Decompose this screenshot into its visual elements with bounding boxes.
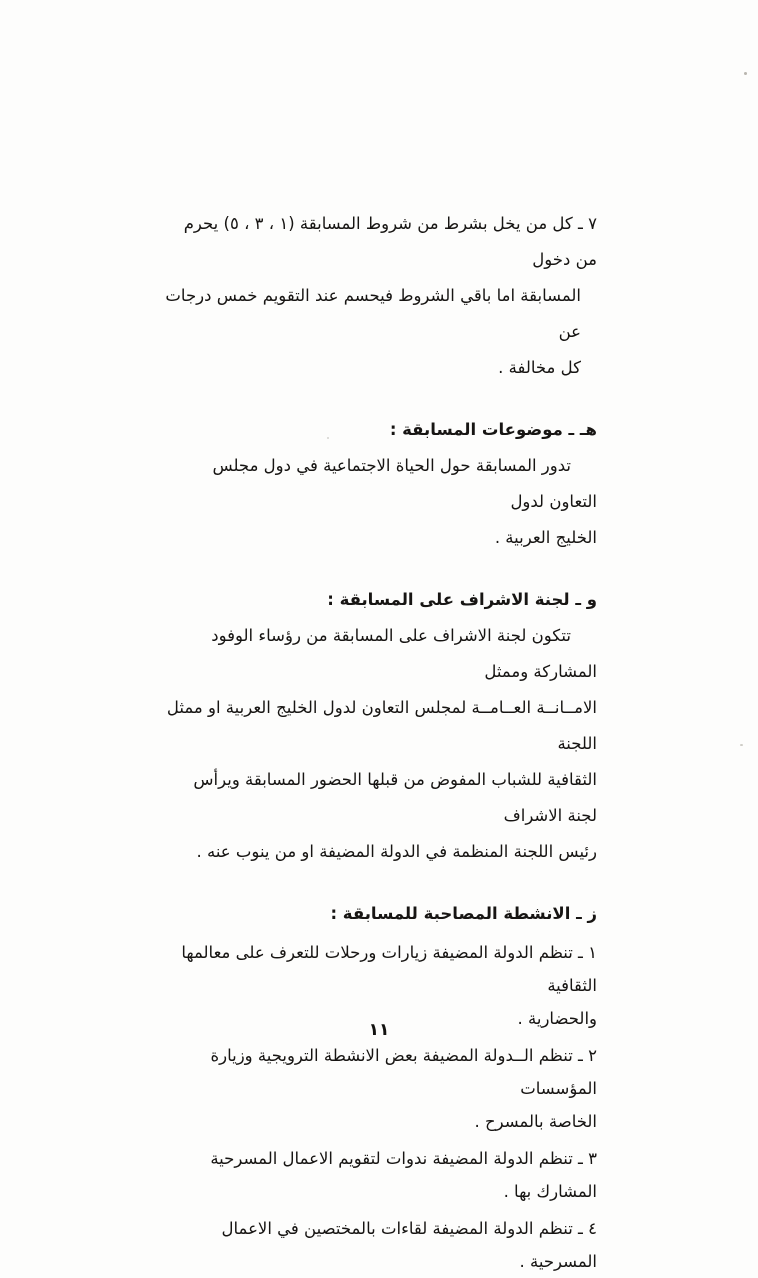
- activity-item-4: [161, 1212, 597, 1278]
- section-supervision-line: الثقافية للشباب المفوض من قبلها الحضور المسابقة ويرأس لجنة الاشراف: [193, 770, 597, 825]
- activity-item-3: [161, 1142, 597, 1208]
- section-topics-line: الخليج العربية .: [494, 528, 597, 547]
- activity-item-line: ٤ ـ تنظم الدولة المضيفة لقاءات بالمختصين في الاعمال المسرحية .: [221, 1219, 597, 1271]
- clause-7-line: ٧ ـ كل من يخل بشرط من شروط المسابقة (١ ، ٣ ، ٥) يحرم من دخول: [183, 214, 597, 269]
- activity-item-line: الخاصة بالمسرح .: [474, 1112, 597, 1131]
- section-topics-heading: هـ ـ موضوعات المسابقة :: [389, 420, 597, 439]
- scan-speck: [327, 437, 329, 439]
- activity-item-line: ٣ ـ تنظم الدولة المضيفة ندوات لتقويم الاعمال المسرحية المشارك بها .: [210, 1149, 597, 1201]
- clause-7-line: كل مخالفة .: [498, 358, 581, 377]
- activity-item-line: والحضارية .: [517, 1009, 597, 1028]
- page-content: [161, 0, 597, 1278]
- clause-7-line: المسابقة اما باقي الشروط فيحسم عند التقويم خمس درجات عن: [165, 286, 581, 341]
- page-number: ١١: [368, 1020, 390, 1040]
- section-topics: [161, 412, 597, 556]
- clause-7: [161, 206, 597, 386]
- section-supervision-line: رئيس اللجنة المنظمة في الدولة المضيفة او من ينوب عنه .: [196, 842, 597, 861]
- section-supervision-heading: و ـ لجنة الاشراف على المسابقة :: [327, 590, 597, 609]
- section-activities-heading: ز ـ الانشطة المصاحبة للمسابقة :: [330, 904, 597, 923]
- scan-speck: [740, 744, 743, 746]
- activity-item-line: ١ ـ تنظم الدولة المضيفة زيارات ورحلات للتعرف على معالمها الثقافية: [181, 943, 597, 995]
- activity-item-line: ٢ ـ تنظم الــدولة المضيفة بعض الانشطة الترويجية وزيارة المؤسسات: [210, 1046, 597, 1098]
- scan-speck: [744, 72, 747, 75]
- activity-item-2: [161, 1039, 597, 1138]
- section-accompanying-activities: [161, 896, 597, 1278]
- section-supervision-committee: [161, 582, 597, 870]
- section-topics-line: تدور المسابقة حول الحياة الاجتماعية في دول مجلس التعاون لدول: [212, 456, 597, 511]
- section-supervision-line: تتكون لجنة الاشراف على المسابقة من رؤساء الوفود المشاركة وممثل: [211, 626, 597, 681]
- section-supervision-line: الامــانــة العــامــة لمجلس التعاون لدول الخليج العربية او ممثل اللجنة: [166, 698, 597, 753]
